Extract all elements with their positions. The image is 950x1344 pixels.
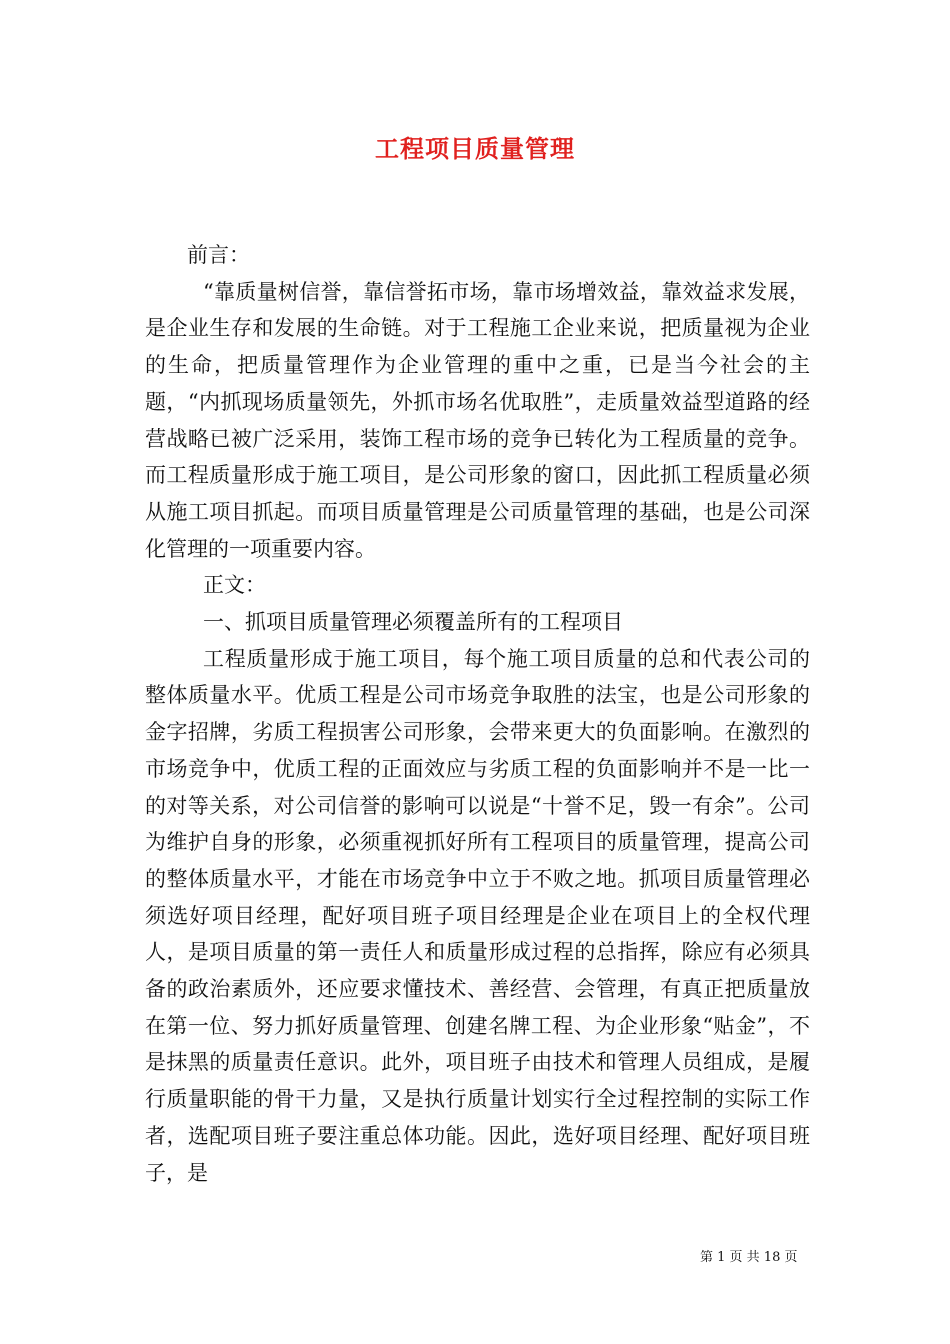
section-paragraph-1: 工程质量形成于施工项目，每个施工项目质量的总和代表公司的整体质量水平。优质工程是公司市场竞争取胜的法宝，也是公司形象的金字招牌，劣质工程损害公司形象，会带来更大的负面影响。在激烈的市场竞争中，优质工程的正面效应与劣质工程的负面影响并不是一比一的对等关系，对公司信誉的影响可以说是“十誉不足，毁一有余”。公司为维护自身的形象，必须重视抓好所有工程项目的质量管理，提高公司的整体质量水平，才能在市场竞争中立于不败之地。抓项目质量管理必须选好项目经理，配好项目班子项目经理是企业在项目上的全权代理人，是项目质量的第一责任人和质量形成过程的总指挥，除应有必须具备的政治素质外，还应要求懂技术、善经营、会管理，有真正把质量放在第一位、努力抓好质量管理、创建名牌工程、为企业形象“贴金”，不是抹黑的质量责任意识。此外，项目班子由技术和管理人员组成，是履行质量职能的骨干力量，又是执行质量计划实行全过程控制的实际工作者，选配项目班子要注重总体功能。因此，选好项目经理、配好项目班子，是	[145, 646, 810, 1185]
document-body	[145, 237, 810, 1191]
preface-paragraph: “靠质量树信誉，靠信誉拓市场，靠市场增效益，靠效益求发展，是企业生存和发展的生命链。对于工程施工企业来说，把质量视为企业的生命，把质量管理作为企业管理的重中之重，已是当今社会的主题，“内抓现场质量领先，外抓市场名优取胜”，走质量效益型道路的经营战略已被广泛采用，装饰工程市场的竞争已转化为工程质量的竞争。而工程质量形成于施工项目，是公司形象的窗口，因此抓工程质量必须从施工项目抓起。而项目质量管理是公司质量管理的基础，也是公司深化管理的一项重要内容。	[145, 279, 810, 561]
document-title: 工程项目质量管理	[375, 134, 575, 163]
body-heading: 正文：	[203, 573, 266, 598]
section-heading-1: 一、抓项目质量管理必须覆盖所有的工程项目	[203, 610, 623, 635]
preface-heading: 前言：	[187, 243, 250, 267]
page-number: 第 1 页 共 18 页	[700, 1250, 798, 1265]
